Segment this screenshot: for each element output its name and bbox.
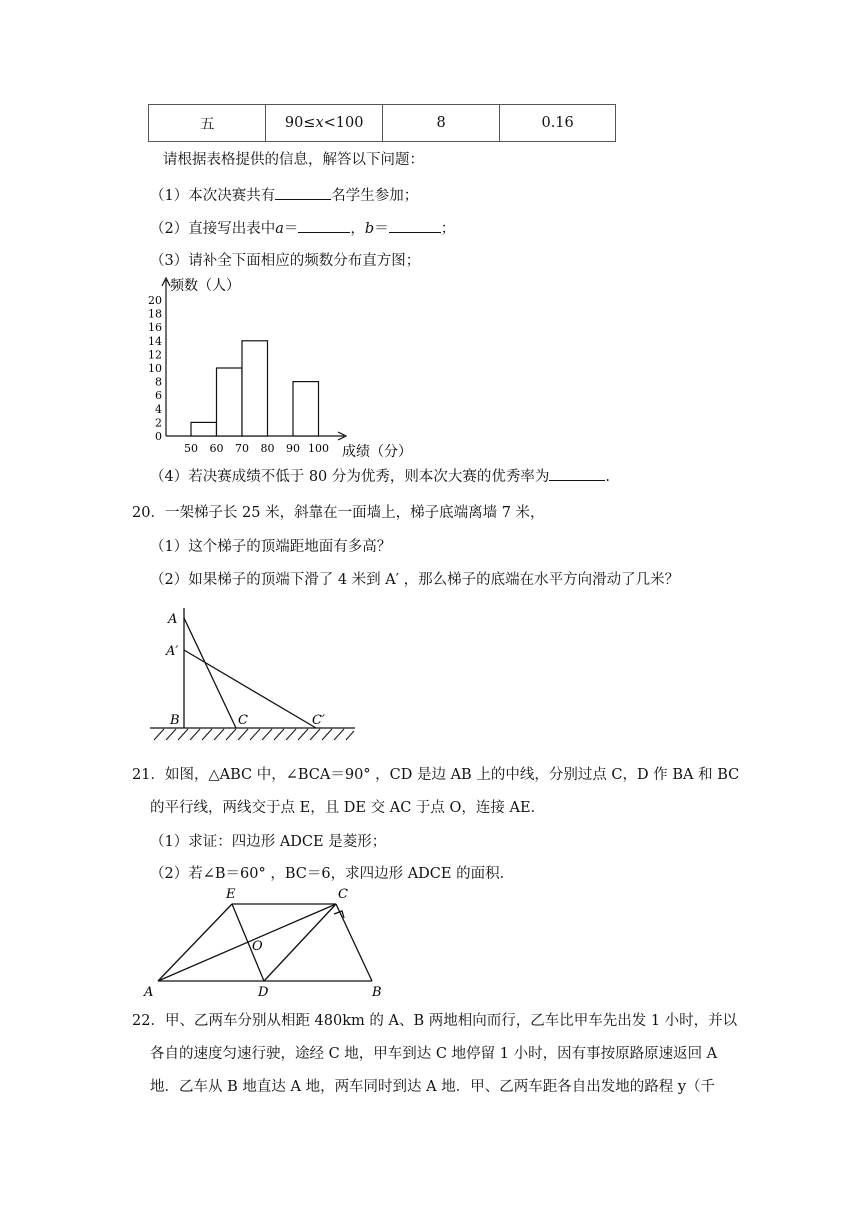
q20-part2: （2）如果梯子的顶端下滑了 4 米到 A′ ，那么梯子的底端在水平方向滑动了几米？	[150, 572, 680, 588]
q22-statement-2: 各自的速度匀速行驶，途经 C 地，甲车到达 C 地停留 1 小时，因有事按原路原速返回 A	[150, 1046, 718, 1062]
x-tick-label: 50	[184, 442, 198, 455]
y-tick-label: 0	[155, 430, 162, 443]
y-tick-label: 4	[155, 402, 162, 416]
q21-statement-1: 21．如图，△ABC 中，∠BCA＝90° ，CD 是边 AB 上的中线，分别过点 C，D 作 BA 和 BC	[132, 767, 740, 783]
ladder-figure	[140, 600, 380, 750]
table-row	[149, 105, 616, 142]
label-O: O	[252, 939, 263, 954]
label-A-prime: A′	[166, 644, 179, 659]
x-tick-label: 80	[260, 442, 275, 455]
y-tick-label: 10	[148, 362, 162, 375]
q21-statement-2: 的平行线，两线交于点 E，且 DE 交 AC 于点 O，连接 AE．	[150, 800, 546, 816]
histogram-bar	[191, 422, 217, 436]
histogram-bar	[293, 382, 319, 436]
q19-part1: （1）本次决赛共有 名学生参加；	[150, 185, 418, 206]
label-E: E	[226, 887, 236, 902]
frequency-table	[148, 104, 616, 142]
y-tick-label: 8	[155, 375, 162, 389]
x-axis-label: 成绩（分）	[342, 444, 412, 460]
y-tick-label: 20	[148, 294, 162, 307]
q22-statement-1: 22．甲、乙两车分别从相距 480km 的 A、B 两地相向而行，乙车比甲车先出发 1 小时，并以	[132, 1013, 738, 1029]
q21-part1: （1）求证：四边形 ADCE 是菱形；	[150, 834, 387, 850]
y-tick-label: 18	[148, 307, 162, 321]
table-cell-group: 五	[149, 105, 266, 142]
ground-hatching	[154, 729, 354, 740]
histogram-chart	[140, 272, 440, 462]
q20-statement: 20．一架梯子长 25 米，斜靠在一面墙上，梯子底端离墙 7 米，	[132, 505, 545, 521]
y-tick-label: 14	[148, 334, 162, 348]
rhombus-lines	[158, 904, 372, 981]
y-tick-label: 12	[148, 348, 162, 362]
label-C: C	[238, 713, 248, 728]
label-A: A	[168, 612, 178, 627]
table-cell-range: 90≤x<100	[266, 105, 382, 142]
q21-part2: （2）若∠B＝60° ，BC＝6，求四边形 ADCE 的面积．	[150, 866, 515, 882]
label-A: A	[144, 985, 154, 1000]
y-tick-label: 2	[155, 416, 162, 430]
y-tick-label: 6	[155, 389, 162, 403]
x-tick-label: 90	[286, 442, 300, 455]
label-B: B	[170, 713, 180, 728]
y-tick-label: 16	[148, 321, 162, 335]
q22-statement-3: 地．乙车从 B 地直达 A 地，两车同时到达 A 地．甲、乙两车距各自出发地的路程 y（千	[150, 1079, 716, 1095]
rhombus-figure	[140, 882, 400, 1000]
q19-part2: （2）直接写出表中a＝ ，b＝ ；	[150, 218, 455, 239]
ladder-ac	[184, 618, 236, 728]
table-cell-rate: 0.16	[500, 105, 616, 142]
q19-intro: 请根据表格提供的信息，解答以下问题：	[163, 152, 424, 168]
q19-part3: （3）请补全下面相应的频数分布直方图；	[150, 253, 421, 269]
histogram-bar	[242, 341, 268, 436]
x-tick-label: 70	[235, 442, 249, 455]
label-B: B	[372, 985, 382, 1000]
table-cell-frequency: 8	[382, 105, 499, 142]
histogram-bar	[217, 368, 243, 436]
x-tick-label: 60	[209, 442, 224, 455]
q20-part1: （1）这个梯子的顶端距地面有多高？	[150, 539, 392, 555]
q19-part4: （4）若决赛成绩不低于 80 分为优秀，则本次大赛的优秀率为 .	[150, 466, 610, 487]
label-D: D	[258, 985, 269, 1000]
label-C-prime: C′	[312, 713, 325, 728]
ladder-a2c2	[184, 650, 316, 728]
label-C: C	[338, 887, 348, 902]
histogram-marks	[148, 277, 412, 460]
x-tick-label: 100	[308, 442, 329, 455]
y-axis-label: 频数（人）	[170, 278, 240, 294]
